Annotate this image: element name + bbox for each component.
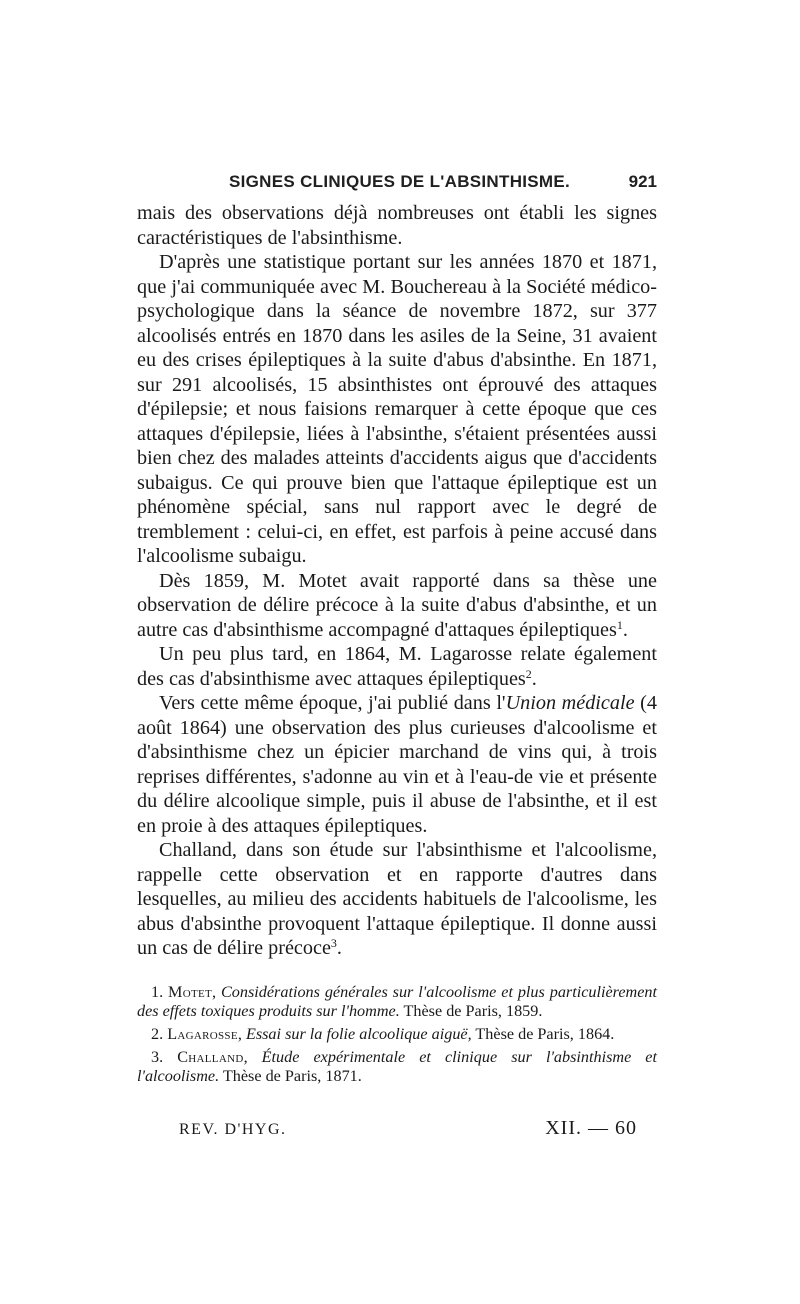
running-title: SIGNES CLINIQUES DE L'ABSINTHISME. (229, 172, 571, 191)
signature-line (137, 1117, 657, 1145)
footnote-rest: Thèse de Paris, 1871. (219, 1067, 362, 1085)
gathering-signature: XII. — 60 (545, 1117, 637, 1139)
journal-title: Union médicale (505, 692, 635, 714)
journal-signature: REV. D'HYG. (179, 1121, 287, 1138)
footnote-title: Étude expérimentale et clinique sur l'absinthisme et l'alcoolisme. (137, 1048, 657, 1085)
paragraph-continuation: mais des observations déjà nombreuses ont établi les signes caractéristiques de l'absinthisme. (137, 202, 657, 249)
footnote-rest: Thèse de Paris, 1864. (471, 1025, 615, 1043)
paragraph-motet-text: Dès 1859, M. Motet avait rapporté dans sa thèse une observation de délire précoce à la suite d'abus d'absinthe, et un autre cas d'absinthisme accompagné d'attaques épileptiques (137, 569, 657, 641)
paragraph-statistics: D'après une statistique portant sur les années 1870 et 1871, que j'ai communiquée avec M. Bouchereau à la Société médico-psychologique dans la séance de novembre 1872, sur 377 alcoolisés entrés en 1870 dans les asiles de la Seine, 31 avaient eu des crises épileptiques à la suite d'abus d'absinthe. En 1871, sur 291 alcoolisés, 15 absinthistes ont éprouvé des attaques d'épilepsie; et nous faisions remarquer à cette époque que ces attaques d'épilepsie, liées à l'absinthe, s'étaient présentées aussi bien chez des malades atteints d'accidents aigus que d'accidents subaigus. Ce qui prouve bien que l'attaque épileptique est un phénomène spécial, sans nul rapport avec le degré de tremblement : celui-ci, en effet, est parfois à peine accusé dans l'alcoolisme subaigu. (137, 251, 657, 567)
paragraph-lagarosse-end: . (531, 667, 537, 690)
footnote-ref-2: 2 (525, 666, 532, 681)
footnote-title: Essai sur la folie alcoolique aiguë, (245, 1025, 472, 1043)
running-head (137, 172, 657, 198)
footnote-2: 2. Lagarosse, Essai sur la folie alcoolique aiguë, Thèse de Paris, 1864. (151, 1025, 615, 1043)
paragraph-motet-end: . (622, 618, 628, 641)
footnote-number: 1. (151, 983, 164, 1001)
footnote-number: 2. (151, 1025, 164, 1043)
paragraph-union-rest: (4 août 1864) une observation des plus curieuses d'alcoolisme et d'absinthisme chez un épicier marchand de vins qui, à trois reprises différentes, s'adonne au vin et à l'eau-de vie et présente du délire alcoolique simple, puis il abuse de l'absinthe, et il est en proie à des attaques épileptiques. (137, 692, 657, 837)
paragraph-lagarosse-text: Un peu plus tard, en 1864, M. Lagarosse relate également des cas d'absinthisme avec attaques épileptiques (137, 643, 657, 690)
footnote-title: Considérations générales sur l'alcoolisme et plus particulièrement des effets toxiques produits sur l'homme. (137, 983, 658, 1020)
footnote-3: 3. Challand, Étude expérimentale et clinique sur l'absinthisme et l'alcoolisme. Thèse de Paris, 1871. (137, 1048, 657, 1085)
footnote-ref-3: 3 (330, 936, 337, 950)
footnote-ref-1: 1 (616, 617, 623, 632)
footnote-1: 1. Motet, Considérations générales sur l'alcoolisme et plus particulièrement des effets toxiques produits sur l'homme. Thèse de Paris, 1859. (137, 983, 658, 1020)
footnote-number: 3. (151, 1048, 164, 1066)
footnote-author: Motet (168, 983, 213, 1001)
page-number: 921 (628, 172, 657, 191)
paragraph-challand-end: . (336, 937, 342, 959)
paragraph-challand (137, 838, 657, 961)
footnote-author: Challand (177, 1048, 244, 1066)
paragraph-motet (137, 569, 657, 643)
footnote-author: Lagarosse (167, 1025, 238, 1043)
paragraph-challand-text: Challand, dans son étude sur l'absinthisme et l'alcoolisme, rappelle cette observation et en rapporte d'autres dans lesquelles, au milieu des accidents habituels de l'alcoolisme, les abus d'absinthe provoquent l'attaque épileptique. Il donne aussi un cas de délire précoce (137, 839, 657, 959)
paragraph-union-start: Vers cette même époque, j'ai publié dans l' (159, 692, 506, 714)
body-text (137, 201, 657, 961)
footnote-rest: Thèse de Paris, 1859. (399, 1002, 543, 1020)
footnotes (137, 983, 657, 1090)
paragraph-lagarosse (137, 642, 657, 691)
paragraph-union-medicale (137, 691, 657, 838)
